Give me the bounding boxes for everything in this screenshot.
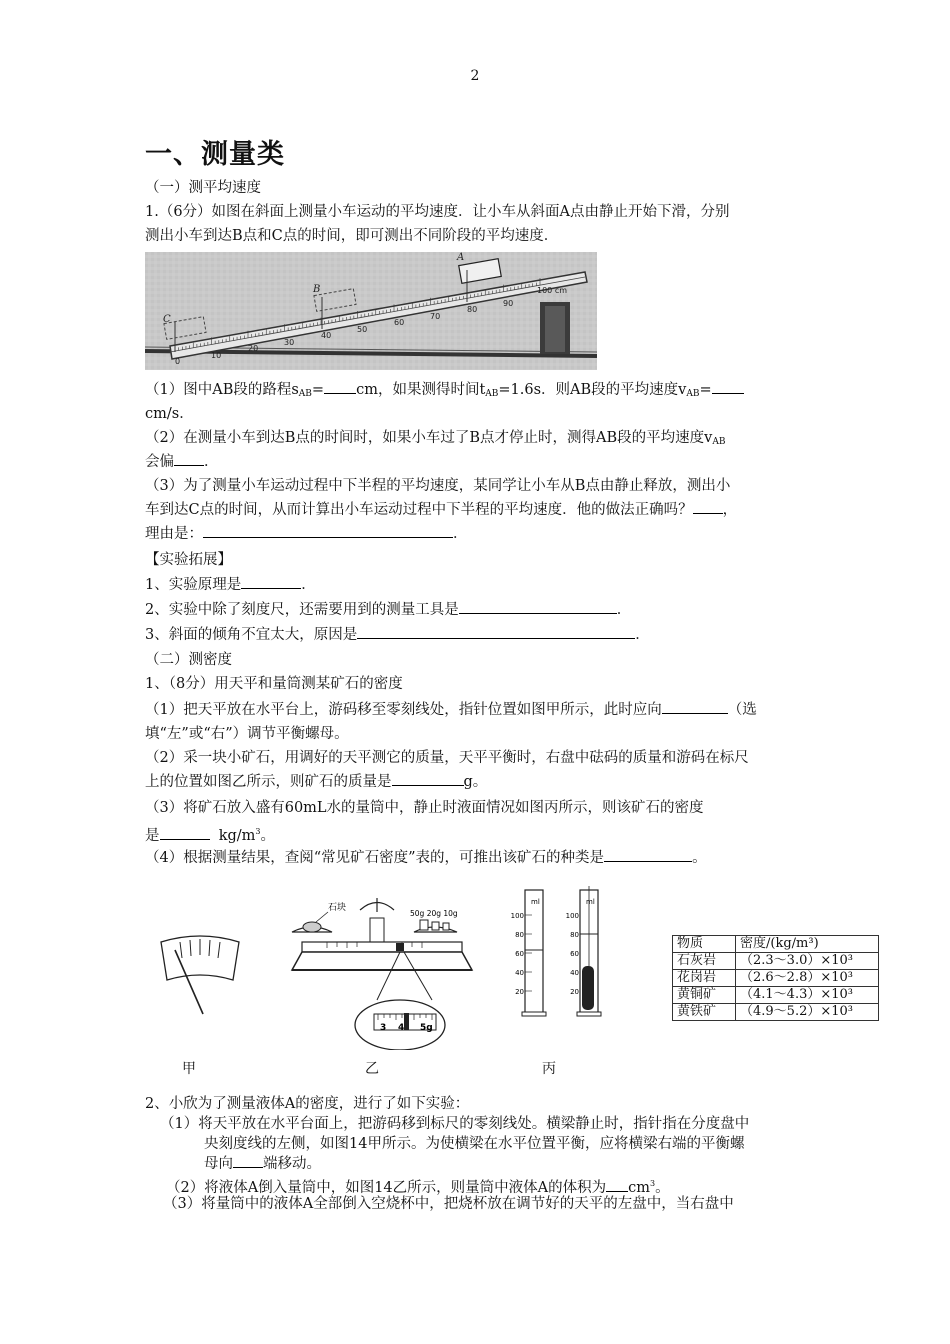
ext2-end: ． [616, 602, 632, 618]
table-cell: 石灰岩 [673, 953, 736, 970]
q2-part1-line1 [145, 698, 757, 722]
ramp-tick-label: 90 [503, 299, 514, 308]
q2-p1-text: （1）把天平放在水平台上，游码移至零刻线处，指针位置如图甲所示，此时应向 [145, 702, 662, 718]
q1-p2-text2: 会偏 [145, 454, 174, 470]
table-cell: 黄铜矿 [673, 987, 736, 1004]
q3-stem: 2、小欣为了测量液体A的密度，进行了如下实验： [145, 1096, 470, 1112]
cylinder-figure [510, 882, 620, 1020]
q3-part3: （3）将量筒中的液体A全部倒入空烧杯中，把烧杯放在调节好的天平的左盘中，当右盘中 [163, 1196, 734, 1212]
table-row [673, 970, 879, 987]
ext1-end: ． [301, 577, 316, 593]
cyl-tick: 20 [515, 988, 524, 996]
answer-blank-density[interactable] [160, 824, 210, 840]
cyl-tick: 100 [565, 912, 579, 920]
q1-stem-line1: 1.（6分）如图在斜面上测量小车运动的平均速度．让小车从斜面A点由静止开始下滑，分别 [145, 204, 730, 220]
q3-p2-end: 。 [655, 1179, 670, 1196]
q1-p1-text2: cm，如果测得时间t [356, 382, 486, 398]
answer-blank-reason[interactable] [203, 522, 453, 538]
q2-part4 [145, 846, 707, 870]
cyl-tick: 20 [570, 988, 579, 996]
ramp-tick-label: 50 [357, 325, 368, 334]
q1-p1-text3: =1.6s．则AB段的平均速度v [498, 382, 687, 398]
table-cell: （4.1～4.3）×10³ [736, 987, 879, 1004]
extension-item-3 [145, 623, 650, 647]
q1-p1-text: （1）图中AB段的路程s [145, 382, 299, 398]
cyl-tick: 40 [570, 969, 579, 977]
answer-blank-correct[interactable] [693, 498, 723, 514]
scale-digit: 4 [398, 1023, 405, 1033]
point-b-label: B [313, 284, 321, 295]
cyl-tick: 40 [515, 969, 524, 977]
ramp-tick-label: 70 [430, 312, 441, 321]
q3-p1-text: 母向 [204, 1156, 233, 1172]
figure-yi-label: 乙 [365, 1061, 379, 1077]
table-header-cell: 物质 [673, 936, 736, 953]
cylinder-unit: ml [531, 898, 540, 906]
weights-label: 50g 20g 10g [410, 909, 458, 918]
extension-item-1 [145, 573, 316, 597]
q1-part3-line1: （3）为了测量小车运动过程中下半程的平均速度，某同学让小车从B点由静止释放，测出小 [145, 478, 731, 494]
q3-p2-unit: cm [628, 1179, 650, 1196]
ext3-end: ． [635, 627, 650, 643]
table-row [673, 953, 879, 970]
subsection-density-title: （二）测密度 [145, 652, 232, 668]
ramp-tick-label: 40 [321, 331, 332, 340]
section-title: 一、测量类 [145, 139, 285, 170]
q3-p2-text: （2）将液体A倒入量筒中，如图14乙所示，则量筒中液体A的体积为 [166, 1179, 607, 1196]
q1-p3-end: ． [453, 526, 468, 542]
ramp-tick-label: 60 [394, 318, 405, 327]
q1-p2-text: （2）在测量小车到达B点的时间时，如果小车过了B点才停止时，测得AB段的平均速度v [145, 430, 713, 446]
q1-p2-sub: AB [712, 437, 726, 447]
table-header-cell: 密度/(kg/m³) [736, 936, 879, 953]
cyl-tick: 100 [510, 912, 524, 920]
stone-label: 石块 [328, 903, 347, 913]
point-a-label: A [457, 252, 465, 263]
answer-blank-mass[interactable] [392, 770, 464, 786]
ramp-unit-label: 100 cm [537, 286, 568, 295]
q1-p3-text: 车到达C点的时间，从而计算出小车运动过程中下半程的平均速度．他的做法正确吗？ [145, 502, 693, 518]
q1-p1-sub: AB [298, 389, 312, 399]
q2-part2-line1: （2）采一块小矿石，用调好的天平测它的质量，天平平衡时，右盘中砝码的质量和游码在标尺 [145, 750, 749, 766]
answer-blank-direction[interactable] [662, 698, 728, 714]
page-number: 2 [470, 68, 480, 84]
table-cell: 黄铁矿 [673, 1004, 736, 1021]
q1-p1-eq: = [311, 382, 325, 398]
cyl-tick: 60 [570, 950, 579, 958]
figure-bing-label: 丙 [542, 1061, 556, 1077]
q1-part3-line2 [145, 498, 737, 522]
q1-p2-end: ． [204, 454, 219, 470]
figure-jia-label: 甲 [182, 1061, 196, 1077]
cyl-tick: 80 [570, 931, 579, 939]
table-header-row [673, 936, 879, 953]
table-cell: 花岗岩 [673, 970, 736, 987]
answer-blank-sab[interactable] [324, 378, 356, 394]
cylinder-before [511, 890, 546, 1016]
table-cell: （2.3～3.0）×10³ [736, 953, 879, 970]
q1-p3-reason-label: 理由是： [145, 526, 203, 542]
table-row [673, 1004, 879, 1021]
dial-figure [155, 930, 245, 1020]
q3-part2: （2）将液体A倒入量筒中，如图14乙所示，则量筒中液体A的体积为 $cm^3$。 [166, 1179, 670, 1196]
answer-blank-side[interactable] [233, 1154, 263, 1168]
q3-p1-end: 端移动。 [263, 1156, 321, 1172]
ext1-text: 1、实验原理是 [145, 577, 242, 593]
q1-p1-sub3: AB [686, 389, 700, 399]
pointer-needle [175, 950, 203, 1014]
answer-blank-volume[interactable] [606, 1178, 628, 1192]
q3-part1-line1: （1）将天平放在水平台面上，把游码移到标尺的零刻线处。横梁静止时，指针指在分度盘中 [160, 1116, 750, 1132]
q1-part1-line1 [145, 378, 744, 406]
q1-stem-line2: 测出小车到达B点和C点的时间，即可测出不同阶段的平均速度． [145, 228, 559, 244]
q1-part2-line2 [145, 450, 219, 474]
ramp-tick-label: 80 [467, 305, 478, 314]
q2-stem: 1、（8分）用天平和量筒测某矿石的密度 [145, 676, 403, 692]
q2-p4-end: 。 [692, 850, 707, 866]
balance-figure [282, 890, 482, 1050]
ext2-text: 2、实验中除了刻度尺，还需要用到的测量工具是 [145, 602, 459, 618]
answer-blank-principle[interactable] [241, 573, 301, 589]
q2-p1-text2: （选 [727, 702, 757, 718]
q2-part3-line2: 是 $kg/m^3$。 [145, 820, 275, 848]
q3-part1-line2: 央刻度线的左侧，如图14甲所示。为使横梁在水平位置平衡，应将横梁右端的平衡螺 [204, 1136, 745, 1152]
q1-part2-line1 [145, 426, 725, 454]
cylinder-unit: ml [586, 898, 595, 906]
answer-blank-mineral[interactable] [604, 846, 692, 862]
q2-p2-unit: g。 [463, 774, 488, 790]
q1-part3-line3 [145, 522, 468, 546]
q1-p1-sub2: AB [485, 389, 499, 399]
q3-part1-line3 [204, 1154, 321, 1174]
q2-part3-line1: （3）将矿石放入盛有60mL水的量筒中，静止时液面情况如图丙所示，则该矿石的密度 [145, 800, 704, 816]
q2-part2-line2 [145, 770, 487, 794]
q2-p3-unit: kg/m [218, 827, 256, 844]
ramp-tick-label: 10 [211, 351, 222, 360]
scale-digit: 3 [380, 1023, 387, 1033]
ext3-text: 3、斜面的倾角不宜太大，原因是 [145, 627, 358, 643]
q2-p3-end: 。 [260, 827, 276, 844]
point-c-label: C [163, 314, 171, 325]
q2-part1-line2: 填“左”或“右”）调节平衡螺母。 [145, 726, 349, 742]
extension-item-2 [145, 598, 631, 622]
ramp-figure [145, 252, 597, 370]
ramp-tick-label: 20 [248, 344, 259, 353]
subsection-speed-title: （一）测平均速度 [145, 180, 261, 196]
ore-stone [303, 922, 321, 932]
table-row [673, 987, 879, 1004]
cyl-tick: 80 [515, 931, 524, 939]
answer-blank-tool[interactable] [459, 598, 617, 614]
q1-p1-eq2: = [699, 382, 712, 398]
q2-p3-text: 是 [145, 827, 160, 844]
q2-p4-text: （4）根据测量结果，查阅“常见矿石密度”表的，可推出该矿石的种类是 [145, 850, 605, 866]
extension-title: 【实验拓展】 [145, 552, 232, 568]
q1-p3-comma: ， [722, 502, 738, 518]
cyl-tick: 60 [515, 950, 524, 958]
table-cell: （4.9～5.2）×10³ [736, 1004, 879, 1021]
cylinder-after [566, 886, 601, 1016]
density-table [672, 935, 879, 1021]
q2-p2-text: 上的位置如图乙所示，则矿石的质量是 [145, 774, 392, 790]
answer-blank-vab[interactable] [712, 378, 744, 394]
ramp-tick-label: 0 [175, 357, 181, 366]
scale-digit: 5g [420, 1023, 433, 1033]
table-cell: （2.6～2.8）×10³ [736, 970, 879, 987]
q1-part1-line2: cm/s． [145, 406, 194, 422]
ramp-tick-label: 30 [284, 338, 295, 347]
answer-blank-angle[interactable] [357, 623, 635, 639]
ore-in-cylinder [582, 966, 594, 1010]
answer-blank-bias[interactable] [174, 450, 204, 466]
